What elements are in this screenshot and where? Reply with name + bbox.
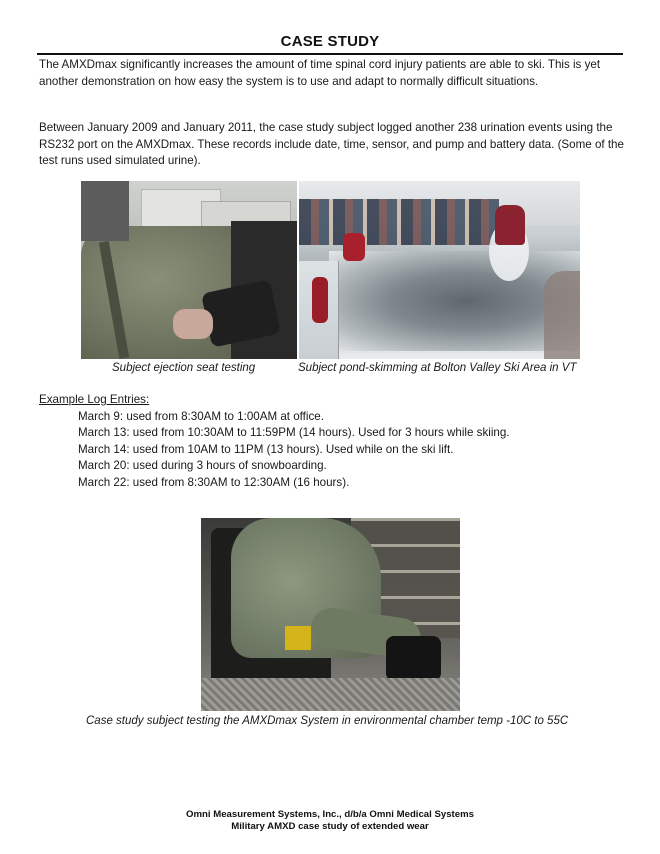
intro-paragraph: The AMXDmax significantly increases the amount of time spinal cord injury patients are able to ski. This is yet another demonstration on how easy the system is to use and adapt to normally difficult situations.	[39, 58, 601, 88]
title-underline	[37, 53, 623, 55]
pond-skimming-photo	[299, 181, 580, 359]
photo-hand-shape	[173, 309, 213, 339]
ejection-seat-photo	[81, 181, 297, 359]
pond-skimming-caption: Subject pond-skimming at Bolton Valley Ski Area in VT	[298, 362, 577, 374]
chamber-caption: Case study subject testing the AMXDmax System in environmental chamber temp -10C to 55C	[86, 715, 569, 727]
environmental-chamber-photo	[201, 518, 460, 711]
photo-spectator-shape	[343, 233, 365, 261]
photo-water-shape	[329, 251, 580, 351]
footer-description: Military AMXD case study of extended wear	[231, 821, 429, 832]
log-heading: Example Log Entries:	[39, 393, 150, 406]
log-entry: March 9: used from 8:30AM to 1:00AM at office.	[78, 410, 324, 423]
log-entry: March 13: used from 10:30AM to 11:59PM (14 hours). Used for 3 hours while skiing.	[78, 426, 510, 440]
page-title: CASE STUDY	[280, 33, 380, 50]
photo-crowd-shape	[299, 199, 499, 245]
photo-blurred-face-shape	[81, 181, 129, 241]
ejection-seat-caption: Subject ejection seat testing	[112, 362, 256, 374]
log-entry: March 22: used from 8:30AM to 12:30AM (16 hours).	[78, 475, 350, 489]
log-entry: March 20: used during 3 hours of snowboarding.	[78, 459, 327, 473]
photo-inset-person-shape	[312, 277, 328, 323]
log-entry: March 14: used from 10AM to 11PM (13 hours). Used while on the ski lift.	[78, 442, 454, 456]
photo-boots-shape	[386, 636, 441, 681]
log-entries-list	[78, 409, 638, 491]
photo-foreground-blur-shape	[544, 271, 580, 359]
photo-skier-shape	[495, 205, 525, 245]
footer-company: Omni Measurement Systems, Inc., d/b/a Omni Medical Systems	[186, 809, 474, 820]
records-paragraph: Between January 2009 and January 2011, the case study subject logged another 238 urination events using the RS232 port on the AMXDmax. These records include date, time, sensor, and pump and battery data. (Some of the test runs used simulated urine).	[39, 121, 624, 167]
photo-floor-grate-shape	[201, 678, 460, 711]
photo-yellow-tag-shape	[285, 626, 311, 650]
